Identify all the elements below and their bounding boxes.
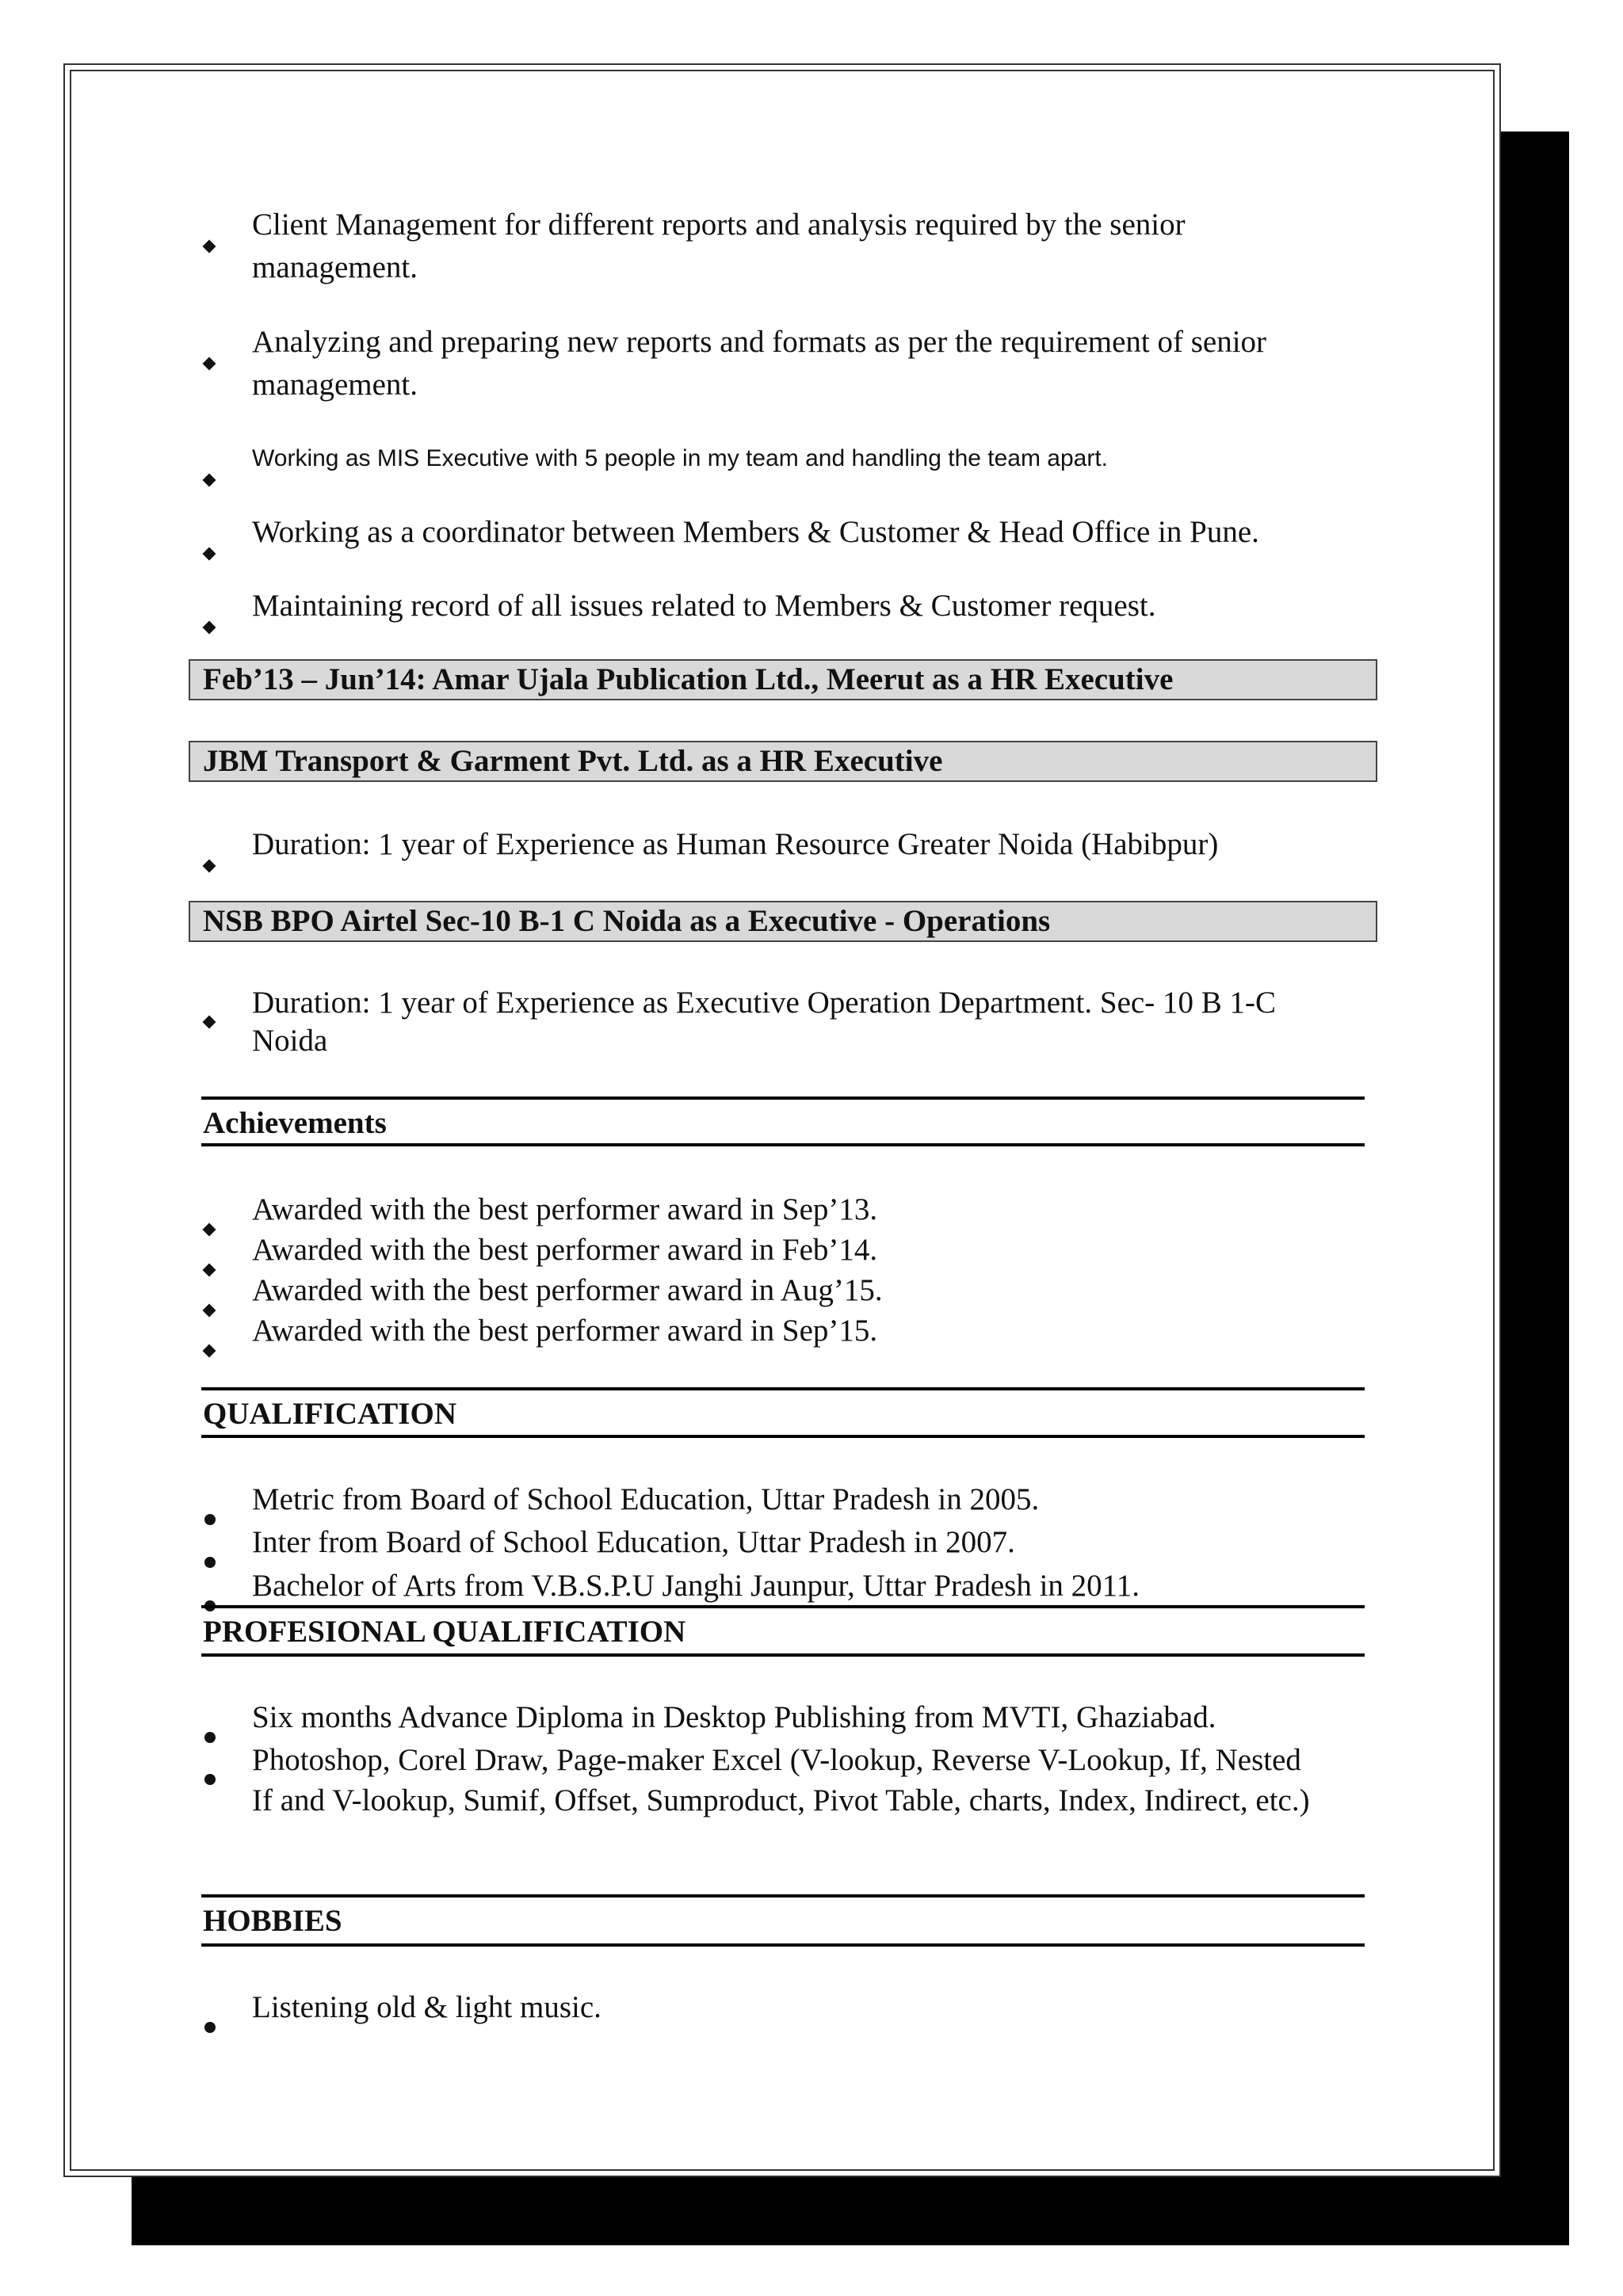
experience-bullet-text: Client Management for different reports and analysis required by the senior management. (252, 208, 1186, 284)
list-item (201, 1740, 1390, 1821)
list-item (201, 1696, 1390, 1739)
section-title-achievements: Achievements (203, 1106, 387, 1140)
list-item (201, 823, 1390, 866)
list-item (201, 585, 1390, 627)
achievement-text: Awarded with the best performer award in Sep’13. (252, 1192, 878, 1226)
job-duration-text: Duration: 1 year of Experience as Human Resource Greater Noida (Habibpur) (252, 827, 1219, 861)
diamond-bullet-icon (203, 860, 216, 873)
experience-bullet-text: Working as MIS Executive with 5 people in my team and handling the team apart. (252, 445, 1109, 471)
experience-bullet-text: Working as a coordinator between Members & Customer & Head Office in Pune. (252, 515, 1259, 549)
job-heading-nsb-bpo: NSB BPO Airtel Sec-10 B-1 C Noida as a Executive - Operations (189, 901, 1377, 942)
list-item (201, 1565, 1390, 1608)
section-divider-top (201, 1605, 1365, 1608)
qualification-text: Inter from Board of School Education, Uttar Pradesh in 2007. (252, 1525, 1015, 1559)
achievement-text: Awarded with the best performer award in Aug’15. (252, 1273, 883, 1307)
list-item (201, 1986, 1390, 2029)
list-item (201, 321, 1390, 406)
section-title-professional-qualification: PROFESIONAL QUALIFICATION (203, 1615, 686, 1649)
list-item (201, 984, 1390, 1060)
section-divider-top (201, 1387, 1365, 1390)
experience-bullet-text: Analyzing and preparing new reports and formats as per the requirement of senior management. (252, 325, 1267, 402)
section-title-hobbies: HOBBIES (203, 1904, 342, 1938)
job-duration-text (252, 984, 1390, 1060)
qualification-text: Bachelor of Arts from V.B.S.P.U Janghi Jaunpur, Uttar Pradesh in 2011. (252, 1569, 1140, 1603)
section-divider-bottom (201, 1435, 1365, 1438)
achievement-text: Awarded with the best performer award in Sep’15. (252, 1314, 878, 1348)
job-heading-amar-ujala: Feb’13 – Jun’14: Amar Ujala Publication Ltd., Meerut as a HR Executive (189, 659, 1377, 700)
qualification-text: Metric from Board of School Education, Uttar Pradesh in 2005. (252, 1482, 1040, 1516)
section-divider-top (201, 1894, 1365, 1897)
diamond-bullet-icon (203, 547, 216, 561)
list-item (201, 437, 1390, 480)
diamond-bullet-icon (203, 240, 216, 254)
list-item (201, 1521, 1390, 1564)
job-heading-jbm-transport: JBM Transport & Garment Pvt. Ltd. as a HR Executive (189, 741, 1377, 782)
list-item (201, 204, 1390, 289)
achievement-text: Awarded with the best performer award in Feb’14. (252, 1233, 878, 1267)
diamond-bullet-icon (203, 621, 216, 635)
list-item (201, 511, 1390, 554)
page-shadow-right (1501, 132, 1569, 2245)
list-item (201, 1478, 1390, 1521)
section-divider-top (201, 1097, 1365, 1100)
section-title-qualification: QUALIFICATION (203, 1397, 456, 1431)
hobby-text: Listening old & light music. (252, 1990, 601, 2024)
experience-bullet-text: Maintaining record of all issues related to Members & Customer request. (252, 589, 1156, 623)
diamond-bullet-icon (203, 474, 216, 487)
list-item (201, 1310, 1390, 1351)
section-divider-bottom (201, 1943, 1365, 1947)
list-item (201, 1270, 1390, 1310)
section-divider-bottom (201, 1143, 1365, 1146)
page-shadow-bottom (132, 2177, 1569, 2245)
job-duration-line: Duration: 1 year of Experience as Executive Operation Department. Sec- 10 B 1-C (252, 986, 1276, 1020)
dot-bullet-icon (204, 2022, 216, 2033)
professional-qualification-text: Six months Advance Diploma in Desktop Publishing from MVTI, Ghaziabad. (252, 1700, 1216, 1734)
section-divider-bottom (201, 1653, 1365, 1657)
diamond-bullet-icon (203, 357, 216, 371)
dot-bullet-icon (204, 1774, 216, 1785)
professional-qualification-text: Photoshop, Corel Draw, Page-maker Excel (V-lookup, Reverse V-Lookup, If, Nested If and V-lookup, Sumif, Offset, Sumproduct, Pivot Table, charts, Index, Indirect, etc.) (252, 1743, 1310, 1817)
list-item (201, 1189, 1390, 1230)
diamond-bullet-icon (203, 1016, 216, 1029)
list-item (201, 1230, 1390, 1270)
job-duration-line: Noida (252, 1024, 328, 1058)
diamond-bullet-icon (203, 1344, 216, 1358)
